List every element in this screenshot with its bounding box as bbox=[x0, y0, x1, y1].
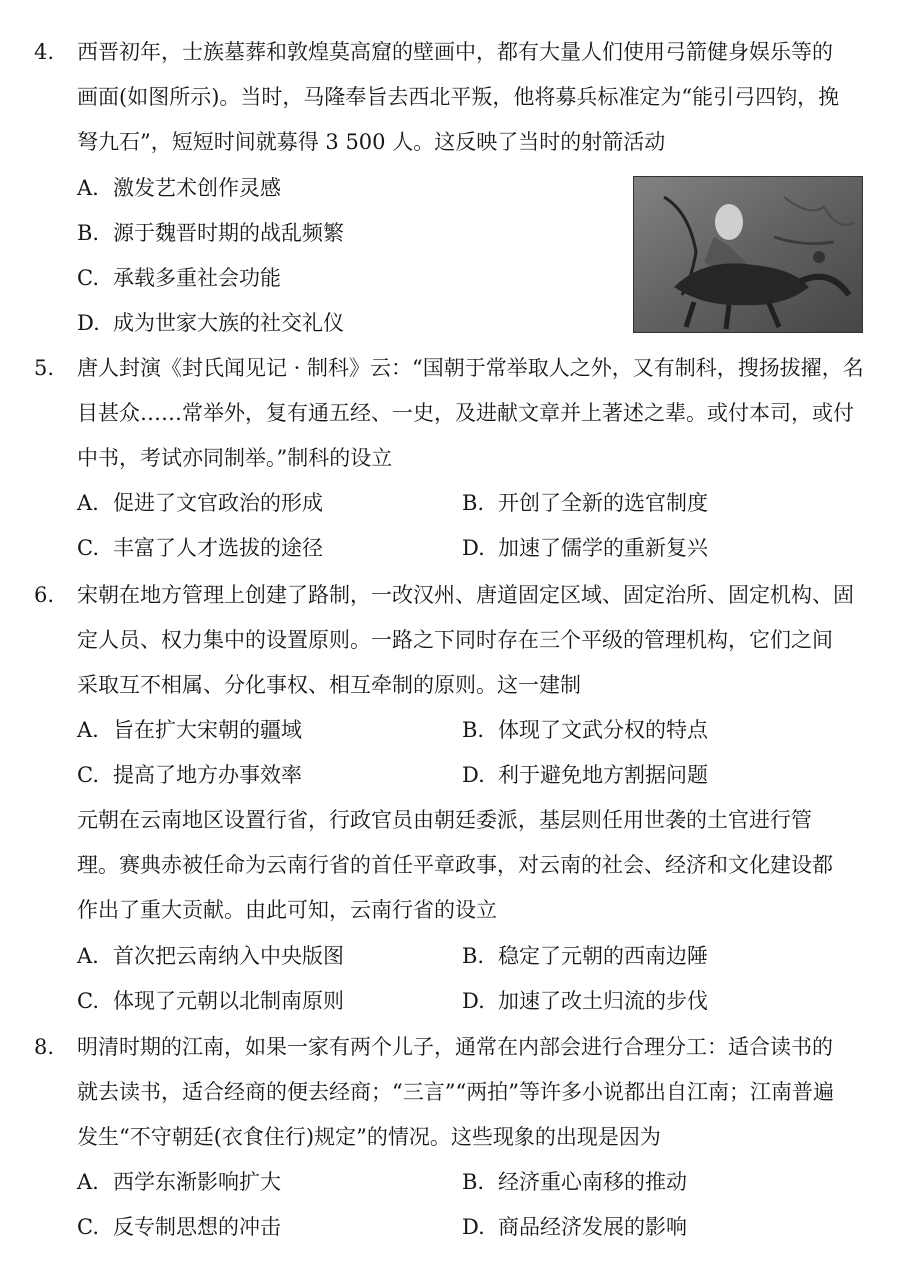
question-stem-line: 就去读书，适合经商的便去经商；“三言”“两拍”等许多小说都出自江南；江南普遍 bbox=[77, 1080, 834, 1104]
option-b[interactable]: B. 开创了全新的选官制度 bbox=[462, 491, 708, 515]
question-number: 6. bbox=[34, 583, 55, 607]
option-d[interactable]: D. 商品经济发展的影响 bbox=[462, 1215, 687, 1239]
question-stem-line: 唐人封演《封氏闻见记 · 制科》云：“国朝于常举取人之外，又有制科，搜扬拔擢，名 bbox=[77, 356, 864, 380]
question-stem-line: 中书，考试亦同制举。”制科的设立 bbox=[77, 446, 393, 470]
question-stem-line: 采取互不相属、分化事权、相互牵制的原则。这一建制 bbox=[77, 673, 581, 697]
option-d[interactable]: D. 成为世家大族的社交礼仪 bbox=[77, 311, 344, 335]
option-d[interactable]: D. 利于避免地方割据问题 bbox=[462, 763, 708, 787]
question-stem-line: 画面(如图所示)。当时，马隆奉旨去西北平叛，他将募兵标准定为“能引弓四钧，挽 bbox=[77, 85, 840, 109]
option-b[interactable]: B. 经济重心南移的推动 bbox=[462, 1170, 687, 1194]
option-a[interactable]: A. 促进了文官政治的形成 bbox=[77, 491, 323, 515]
option-d[interactable]: D. 加速了儒学的重新复兴 bbox=[462, 536, 708, 560]
question-stem-line: 目甚众……常举外，复有通五经、一史，及进献文章并上著述之辈。或付本司，或付 bbox=[77, 401, 854, 425]
option-b[interactable]: B. 源于魏晋时期的战乱频繁 bbox=[77, 221, 344, 245]
option-b[interactable]: B. 体现了文武分权的特点 bbox=[462, 718, 708, 742]
option-c[interactable]: C. 丰富了人才选拔的途径 bbox=[77, 536, 323, 560]
question-number: 8. bbox=[34, 1035, 55, 1059]
option-c[interactable]: C. 体现了元朝以北制南原则 bbox=[77, 989, 344, 1013]
question-stem-line: 理。赛典赤被任命为云南行省的首任平章政事，对云南的社会、经济和文化建设都 bbox=[77, 853, 833, 877]
question-stem-line: 宋朝在地方管理上创建了路制，一改汉州、唐道固定区域、固定治所、固定机构、固 bbox=[77, 583, 854, 607]
question-number: 5. bbox=[34, 356, 55, 380]
option-a[interactable]: A. 旨在扩大宋朝的疆域 bbox=[77, 718, 302, 742]
option-b[interactable]: B. 稳定了元朝的西南边陲 bbox=[462, 944, 708, 968]
mural-image-icon bbox=[634, 177, 862, 332]
question-stem-line: 明清时期的江南，如果一家有两个儿子，通常在内部会进行合理分工：适合读书的 bbox=[77, 1035, 833, 1059]
question-stem-line: 发生“不守朝廷(衣食住行)规定”的情况。这些现象的出现是因为 bbox=[77, 1125, 661, 1149]
option-a[interactable]: A. 首次把云南纳入中央版图 bbox=[77, 944, 344, 968]
question-stem-line: 作出了重大贡献。由此可知，云南行省的设立 bbox=[77, 898, 497, 922]
question-number: 4. bbox=[34, 40, 55, 64]
question-stem-line: 西晋初年，士族墓葬和敦煌莫高窟的壁画中，都有大量人们使用弓箭健身娱乐等的 bbox=[77, 40, 833, 64]
option-a[interactable]: A. 激发艺术创作灵感 bbox=[77, 176, 281, 200]
option-a[interactable]: A. 西学东渐影响扩大 bbox=[77, 1170, 281, 1194]
question-stem-line: 弩九石”，短短时间就募得 3 500 人。这反映了当时的射箭活动 bbox=[77, 130, 666, 154]
option-c[interactable]: C. 反专制思想的冲击 bbox=[77, 1215, 281, 1239]
question-stem-line: 元朝在云南地区设置行省，行政官员由朝廷委派，基层则任用世袭的土官进行管 bbox=[77, 808, 812, 832]
option-d[interactable]: D. 加速了改土归流的步伐 bbox=[462, 989, 708, 1013]
mural-archery-hunting-image bbox=[633, 176, 863, 333]
option-c[interactable]: C. 承载多重社会功能 bbox=[77, 266, 281, 290]
question-stem-line: 定人员、权力集中的设置原则。一路之下同时存在三个平级的管理机构，它们之间 bbox=[77, 628, 833, 652]
option-c[interactable]: C. 提高了地方办事效率 bbox=[77, 763, 302, 787]
